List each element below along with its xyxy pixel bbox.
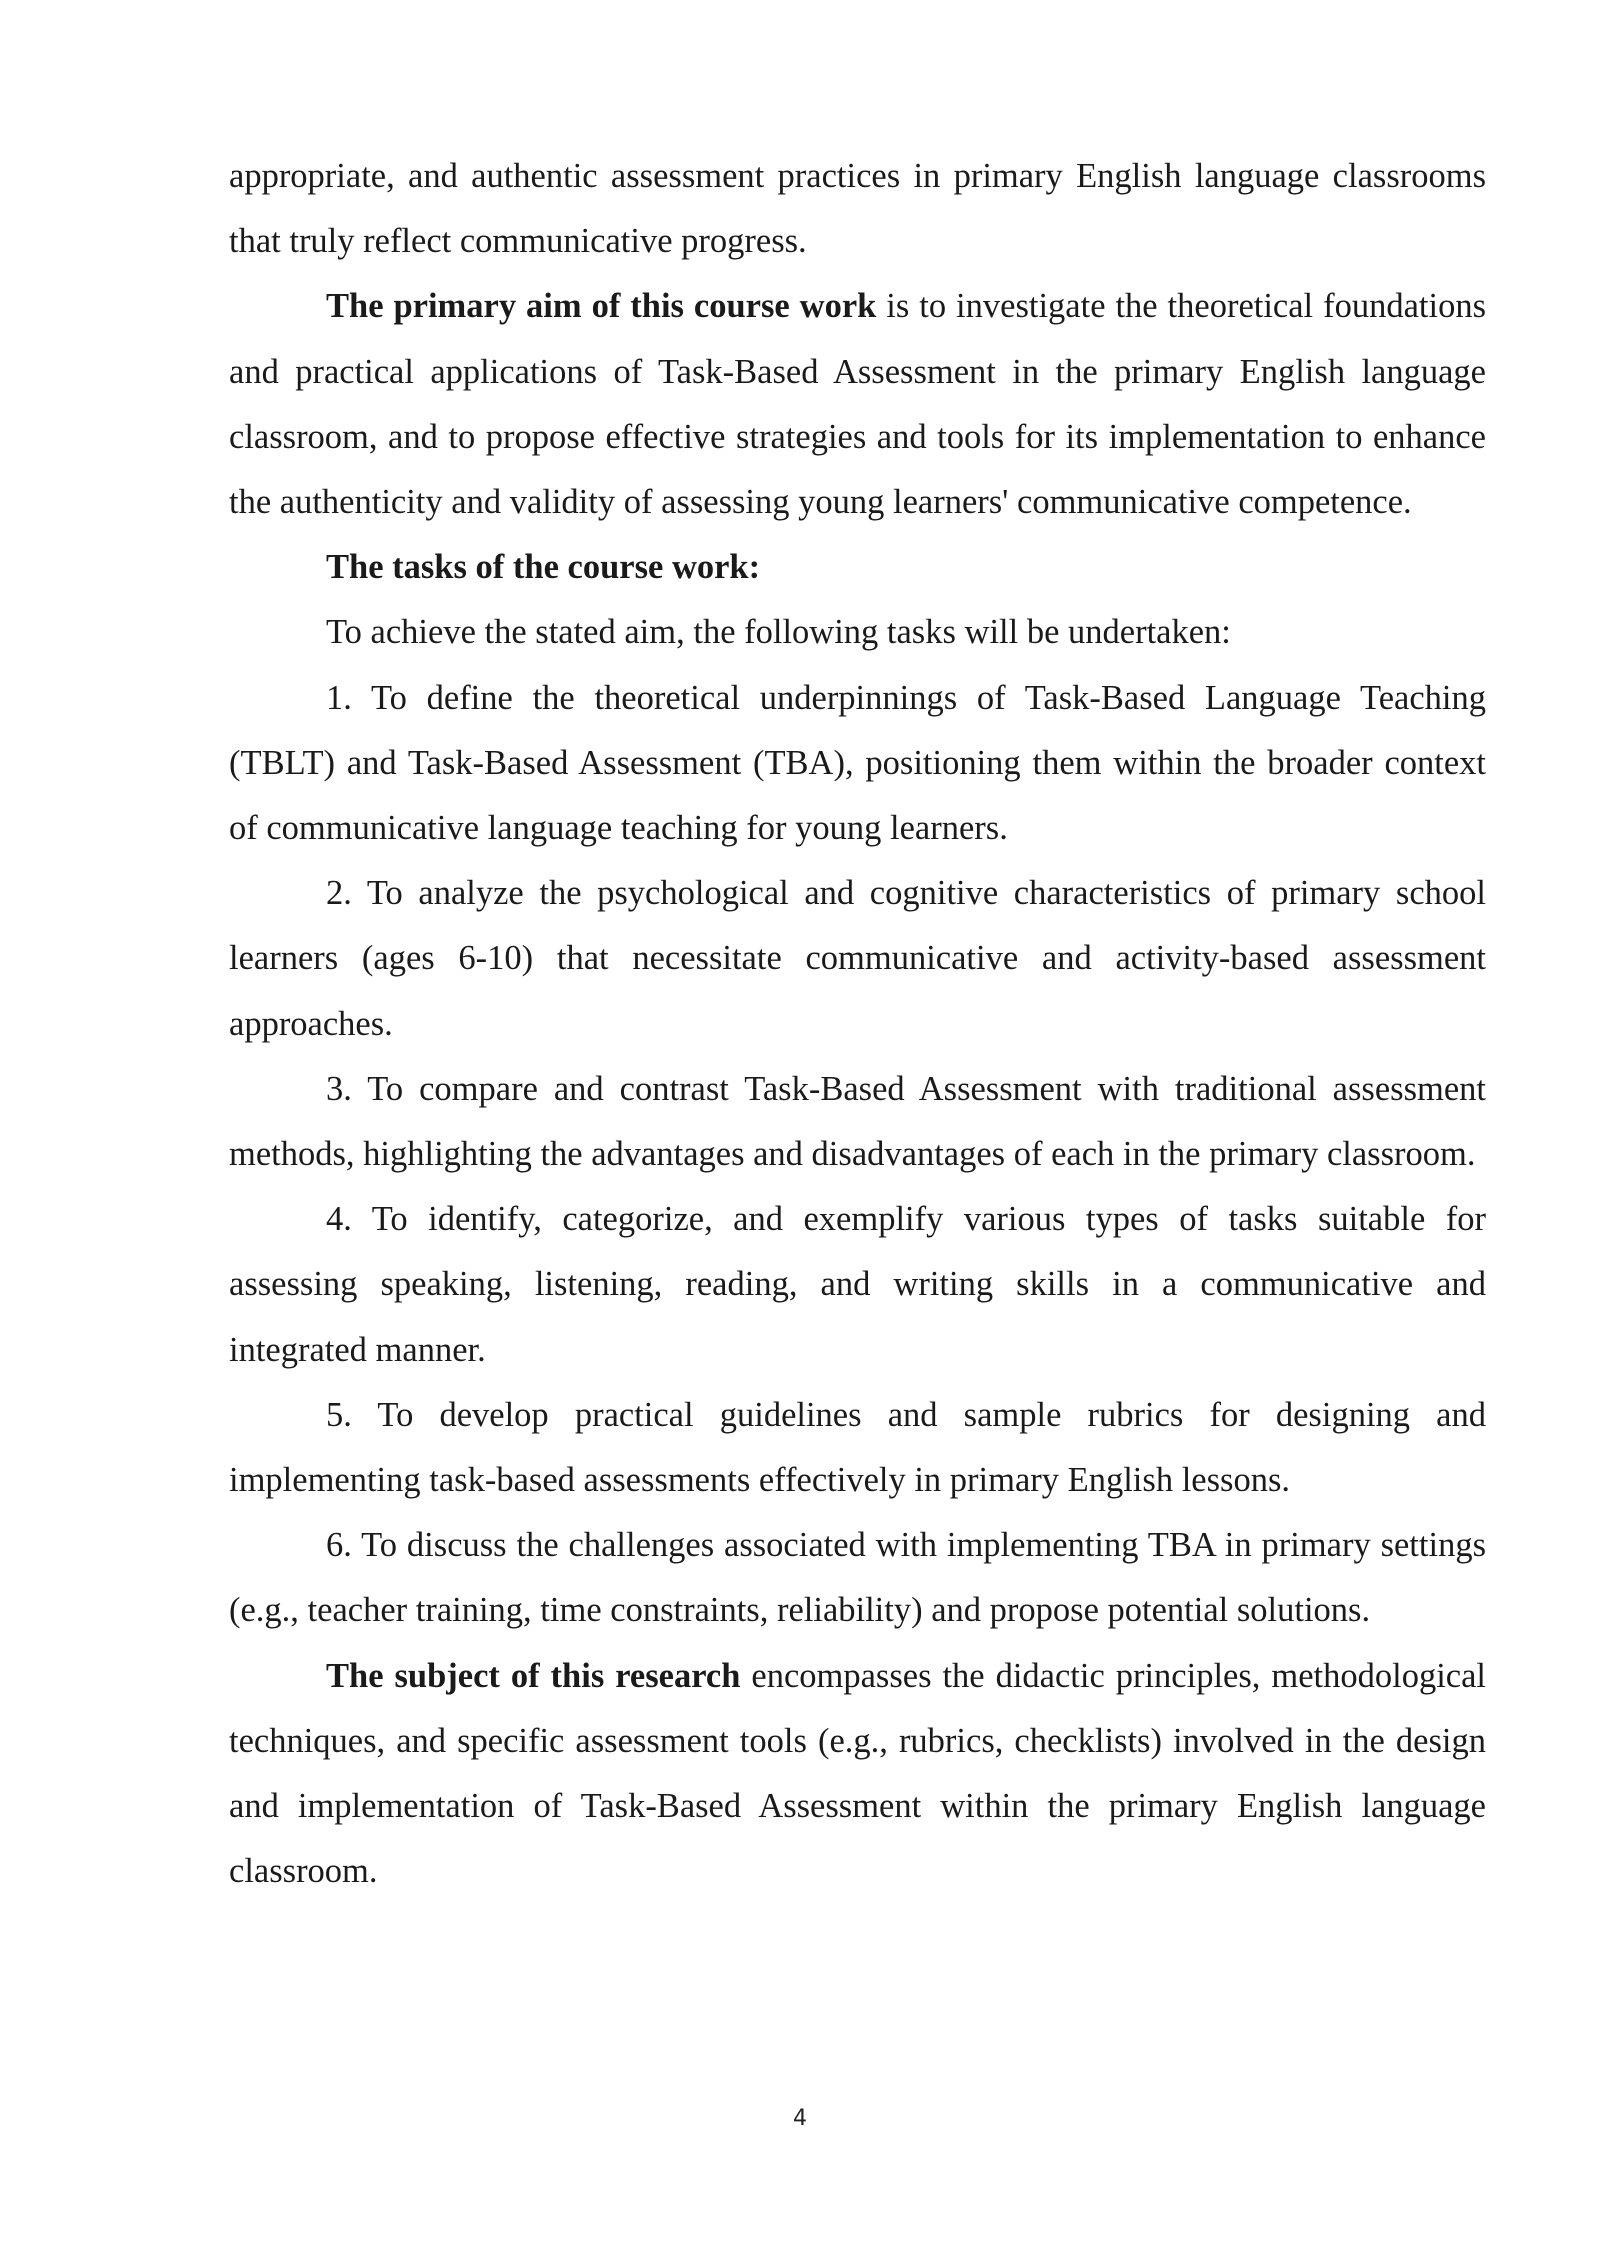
tasks-heading: The tasks of the course work: (326, 548, 761, 587)
task-item-5: 5. To develop practical guidelines and sample rubrics for designing and implementing task-based assessments effectively in primary English lessons. (229, 1395, 1486, 1500)
aim-heading: The primary aim of this course work (326, 287, 877, 326)
task-item-1: 1. To define the theoretical underpinnings of Task-Based Language Teaching (TBLT) and Task-Based Assessment (TBA), positioning them within the broader context of communicative language teaching for young learners. (229, 678, 1486, 848)
paragraph-continuation: appropriate, and authentic assessment practices in primary English language classrooms that truly reflect communicative progress. (229, 157, 1486, 261)
page-number: 4 (793, 2106, 807, 2131)
task-item-4: 4. To identify, categorize, and exemplify various types of tasks suitable for assessing speaking, listening, reading, and writing skills in a communicative and integrated manner. (229, 1200, 1486, 1369)
task-item-3: 3. To compare and contrast Task-Based Assessment with traditional assessment methods, highlighting the advantages and disadvantages of each in the primary classroom. (229, 1069, 1486, 1174)
body-text (229, 144, 1486, 1904)
paragraph-aim (229, 274, 1486, 535)
paragraph-subject (229, 1644, 1486, 1905)
subject-text: encompasses the didactic principles, methodological techniques, and specific assessment tools (e.g., rubrics, checklists) involved in the design and implementation of Task-Based Assessment within the primary English language classroom. (229, 1656, 1486, 1891)
task-item-6: 6. To discuss the challenges associated with implementing TBA in primary settings (e.g., teacher training, time constraints, reliability) and propose potential solutions. (229, 1526, 1486, 1630)
tasks-intro: To achieve the stated aim, the following tasks will be undertaken: (326, 613, 1231, 652)
task-item-2: 2. To analyze the psychological and cognitive characteristics of primary school learners (ages 6-10) that necessitate communicative and activity-based assessment approaches. (229, 874, 1486, 1043)
aim-text: is to investigate the theoretical foundations and practical applications of Task-Based Assessment in the primary English language classroom, and to propose effective strategies and tools for its implementation to enhance the authenticity and validity of assessing young learners' communicative competence. (229, 287, 1486, 522)
subject-heading: The subject of this research (326, 1656, 741, 1695)
